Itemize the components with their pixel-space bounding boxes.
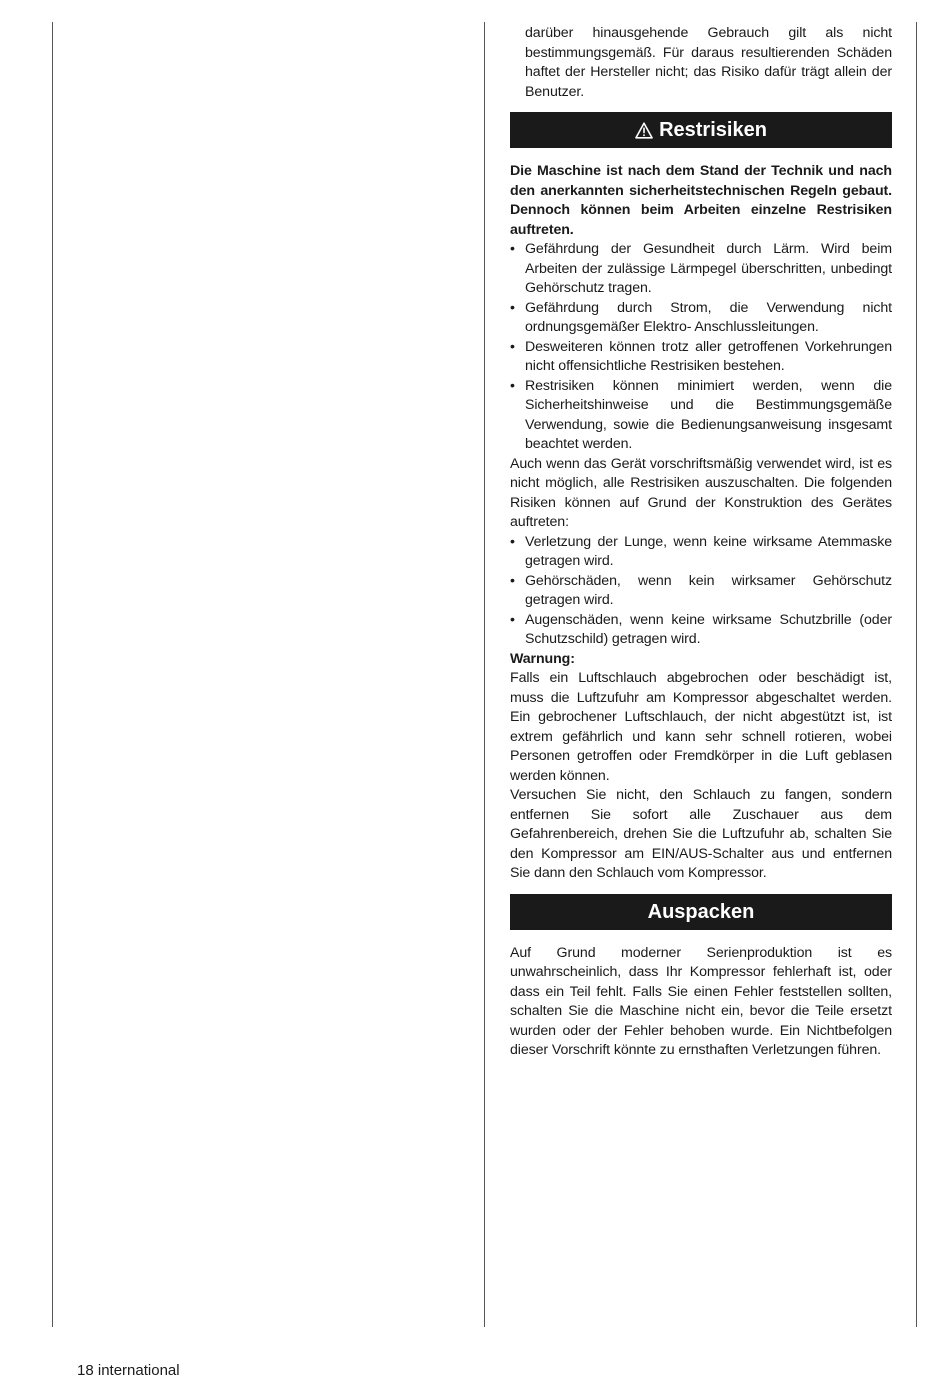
list-item: • Gefährdung durch Strom, die Verwendung nicht ordnungsgemäßer Elektro- Anschlussleitungen. <box>510 299 892 338</box>
restrisiken-list-1 <box>510 240 892 455</box>
warning-text-2: Versuchen Sie nicht, den Schlauch zu fangen, sondern entfernen Sie sofort alle Zuschauer aus dem Gefahrenbereich, drehen Sie die Luftzufuhr ab, schalten Sie den Kompressor am EIN/AUS-Schalter aus und entfernen Sie dann den Schlauch vom Kompressor. <box>510 787 892 881</box>
warning-triangle-icon <box>635 115 653 151</box>
auspacken-heading <box>510 894 892 930</box>
page-number: 18 <box>77 1362 94 1379</box>
restrisiken-lead: Die Maschine ist nach dem Stand der Technik und nach den anerkannten sicherheitstechnischen Regeln gebaut. Dennoch können beim Arbeiten einzelne Restrisiken auftreten. <box>510 163 892 238</box>
list-item: • Gefährdung der Gesundheit durch Lärm. Wird beim Arbeiten der zulässige Lärmpegel überschritten, unbedingt Gehörschutz tragen. <box>510 240 892 299</box>
restrisiken-list-2 <box>510 533 892 650</box>
warning-text-1: Falls ein Luftschlauch abgebrochen oder beschädigt ist, muss die Luftzufuhr am Kompressor abgeschaltet werden. Ein gebrochener Luftschlauch, der nicht abgestützt ist, ist extrem gefährlich und kann sehr schnell rotieren, wobei Personen getroffen oder Fremdkörper in die Luft geblasen werden können. <box>510 670 892 784</box>
list-item: • Desweiteren können trotz aller getroffenen Vorkehrungen nicht offensichtliche Restrisiken bestehen. <box>510 338 892 377</box>
warning-label: Warnung: <box>510 650 575 667</box>
restrisiken-title: Restrisiken <box>659 119 767 141</box>
list-item: • Verletzung der Lunge, wenn keine wirksame Atemmaske getragen wird. <box>510 533 892 572</box>
column-divider-rule <box>484 22 485 1327</box>
right-margin-rule <box>916 22 917 1327</box>
auspacken-text: Auf Grund moderner Serienproduktion ist es unwahrscheinlich, dass Ihr Kompressor fehlerhaft ist, oder dass ein Teil fehlt. Falls Sie einen Fehler feststellen sollten, schalten Sie die Maschine nicht ein, bevor die Teile ersetzt wurden oder der Fehler behoben wurde. Ein Nichtbefolgen dieser Vorschrift könnte zu ernsthaften Verletzungen führen. <box>510 944 892 1058</box>
page-footer <box>77 1362 180 1379</box>
restrisiken-paragraph: Auch wenn das Gerät vorschriftsmäßig verwendet wird, ist es nicht möglich, alle Restrisiken auszuschalten. Die folgenden Risiken können auf Grund der Konstruktion des Gerätes auftreten: <box>510 455 892 530</box>
auspacken-title: Auspacken <box>647 900 755 923</box>
list-item: • Augenschäden, wenn keine wirksame Schutzbrille (oder Schutzschild) getragen wird. <box>510 611 892 650</box>
right-text-column <box>510 24 892 1061</box>
list-item: • Restrisiken können minimiert werden, wenn die Sicherheitshinweise und die Bestimmungsgemäße Verwendung, sowie die Bedienungsanweisung insgesamt beachtet werden. <box>510 377 892 455</box>
intro-continuation: darüber hinausgehende Gebrauch gilt als nicht bestimmungsgemäß. Für daraus resultierenden Schäden haftet der Hersteller nicht; das Risiko dafür trägt allein der Benutzer. <box>525 25 892 100</box>
restrisiken-heading <box>510 112 892 148</box>
footer-label: international <box>97 1362 180 1379</box>
left-margin-rule <box>52 22 53 1327</box>
list-item: • Gehörschäden, wenn kein wirksamer Gehörschutz getragen wird. <box>510 572 892 611</box>
